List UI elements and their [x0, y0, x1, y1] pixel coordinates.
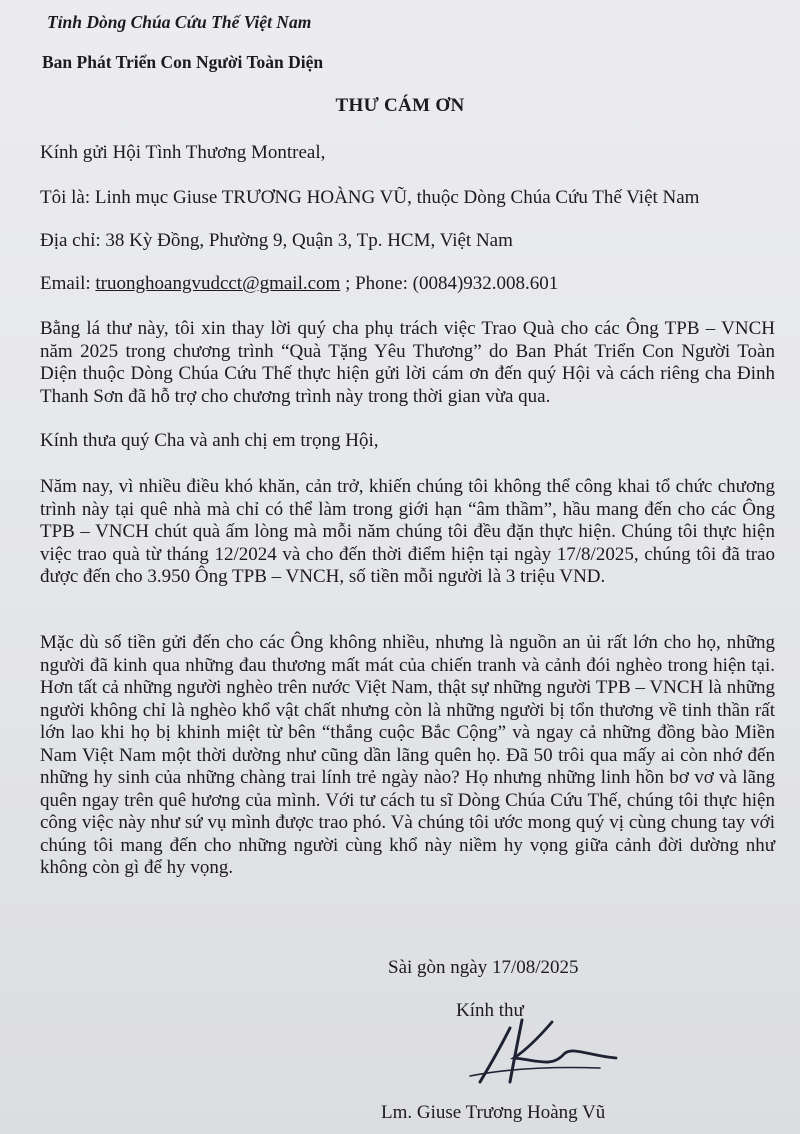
- contact-line: [40, 273, 558, 295]
- date-line: Sài gòn ngày 17/08/2025: [388, 957, 579, 978]
- email-link[interactable]: truonghoangvudcct@gmail.com: [95, 273, 341, 294]
- greeting: Kính gửi Hội Tình Thương Montreal,: [40, 142, 326, 163]
- paragraph-intro: Bằng lá thư này, tôi xin thay lời quý cha phụ trách việc Trao Quà cho các Ông TPB – VNCH năm 2025 trong chương trình “Quà Tặng Yêu Thương” do Ban Phát Triển Con Người Toàn Diện thuộc Dòng Chúa Cứu Thế thực hiện gửi lời cám ơn đến quý Hội và cách riêng cha Đinh Thanh Sơn đã hỗ trợ cho chương trình này trong thời gian vừa qua.: [40, 318, 775, 407]
- paragraph-appeal: Mặc dù số tiền gửi đến cho các Ông không nhiều, nhưng là nguồn an ủi rất lớn cho họ, những người đã kinh qua những đau thương mất mát của chiến tranh và cảnh đói nghèo trong hiện tại. Hơn tất cả những người nghèo trên nước Việt Nam, thật sự những người TPB – VNCH là những người không chỉ là nghèo khổ vật chất nhưng còn là những người bị tổn thương về tinh thần rất lớn lao khi họ bị khinh miệt từ bên “thắng cuộc Bắc Cộng” và ngay cả những đồng bào Miền Nam Việt Nam một thời dường như cũng dần lãng quên họ. Đã 50 trôi qua mấy ai còn nhớ đến những hy sinh của những chàng trai lính trẻ ngày nào? Họ nhưng những linh hồn bơ vơ và lãng quên ngay trên quê hương của mình. Với tư cách tu sĩ Dòng Chúa Cứu Thế, chúng tôi thực hiện công việc này như sứ vụ mình được trao phó. Và chúng tôi ước mong quý vị cùng chung tay với chúng tôi mang đến cho những người cùng khổ này niềm hy vọng giữa cảnh đời dường như không còn gì để hy vọng.: [40, 632, 775, 878]
- salutation: Kính thưa quý Cha và anh chị em trọng Hội,: [40, 430, 379, 451]
- department-name: Ban Phát Triển Con Người Toàn Diện: [42, 52, 324, 72]
- sender-intro: Tôi là: Linh mục Giuse TRƯƠNG HOÀNG VŨ, thuộc Dòng Chúa Cứu Thế Việt Nam: [40, 187, 700, 208]
- email-label: Email:: [40, 273, 96, 294]
- sender-address: Địa chỉ: 38 Kỳ Đồng, Phường 9, Quận 3, Tp. HCM, Việt Nam: [40, 230, 513, 251]
- closing-regards: Kính thư: [456, 1000, 524, 1021]
- paragraph-program: Năm nay, vì nhiều điều khó khăn, cản trở, khiến chúng tôi không thể công khai tổ chức chương trình này tại quê nhà mà chỉ có thể làm trong giới hạn “âm thầm”, hầu mang đến cho các Ông TPB – VNCH chút quà ấm lòng mà mỗi năm chúng tôi đều đặn thực hiện. Chúng tôi thực hiện việc trao quà từ tháng 12/2024 và cho đến thời điểm hiện tại ngày 17/8/2025, chúng tôi đã trao được đến cho 3.950 Ông TPB – VNCH, số tiền mỗi người là 3 triệu VND.: [40, 476, 775, 587]
- handwritten-signature-icon: [440, 1010, 640, 1090]
- phone-text: ; Phone: (0084)932.008.601: [340, 273, 559, 294]
- letter-title: THƯ CÁM ƠN: [335, 95, 465, 116]
- signer-name: Lm. Giuse Trương Hoàng Vũ: [381, 1102, 606, 1123]
- organization-name: Tỉnh Dòng Chúa Cứu Thế Việt Nam: [47, 12, 312, 32]
